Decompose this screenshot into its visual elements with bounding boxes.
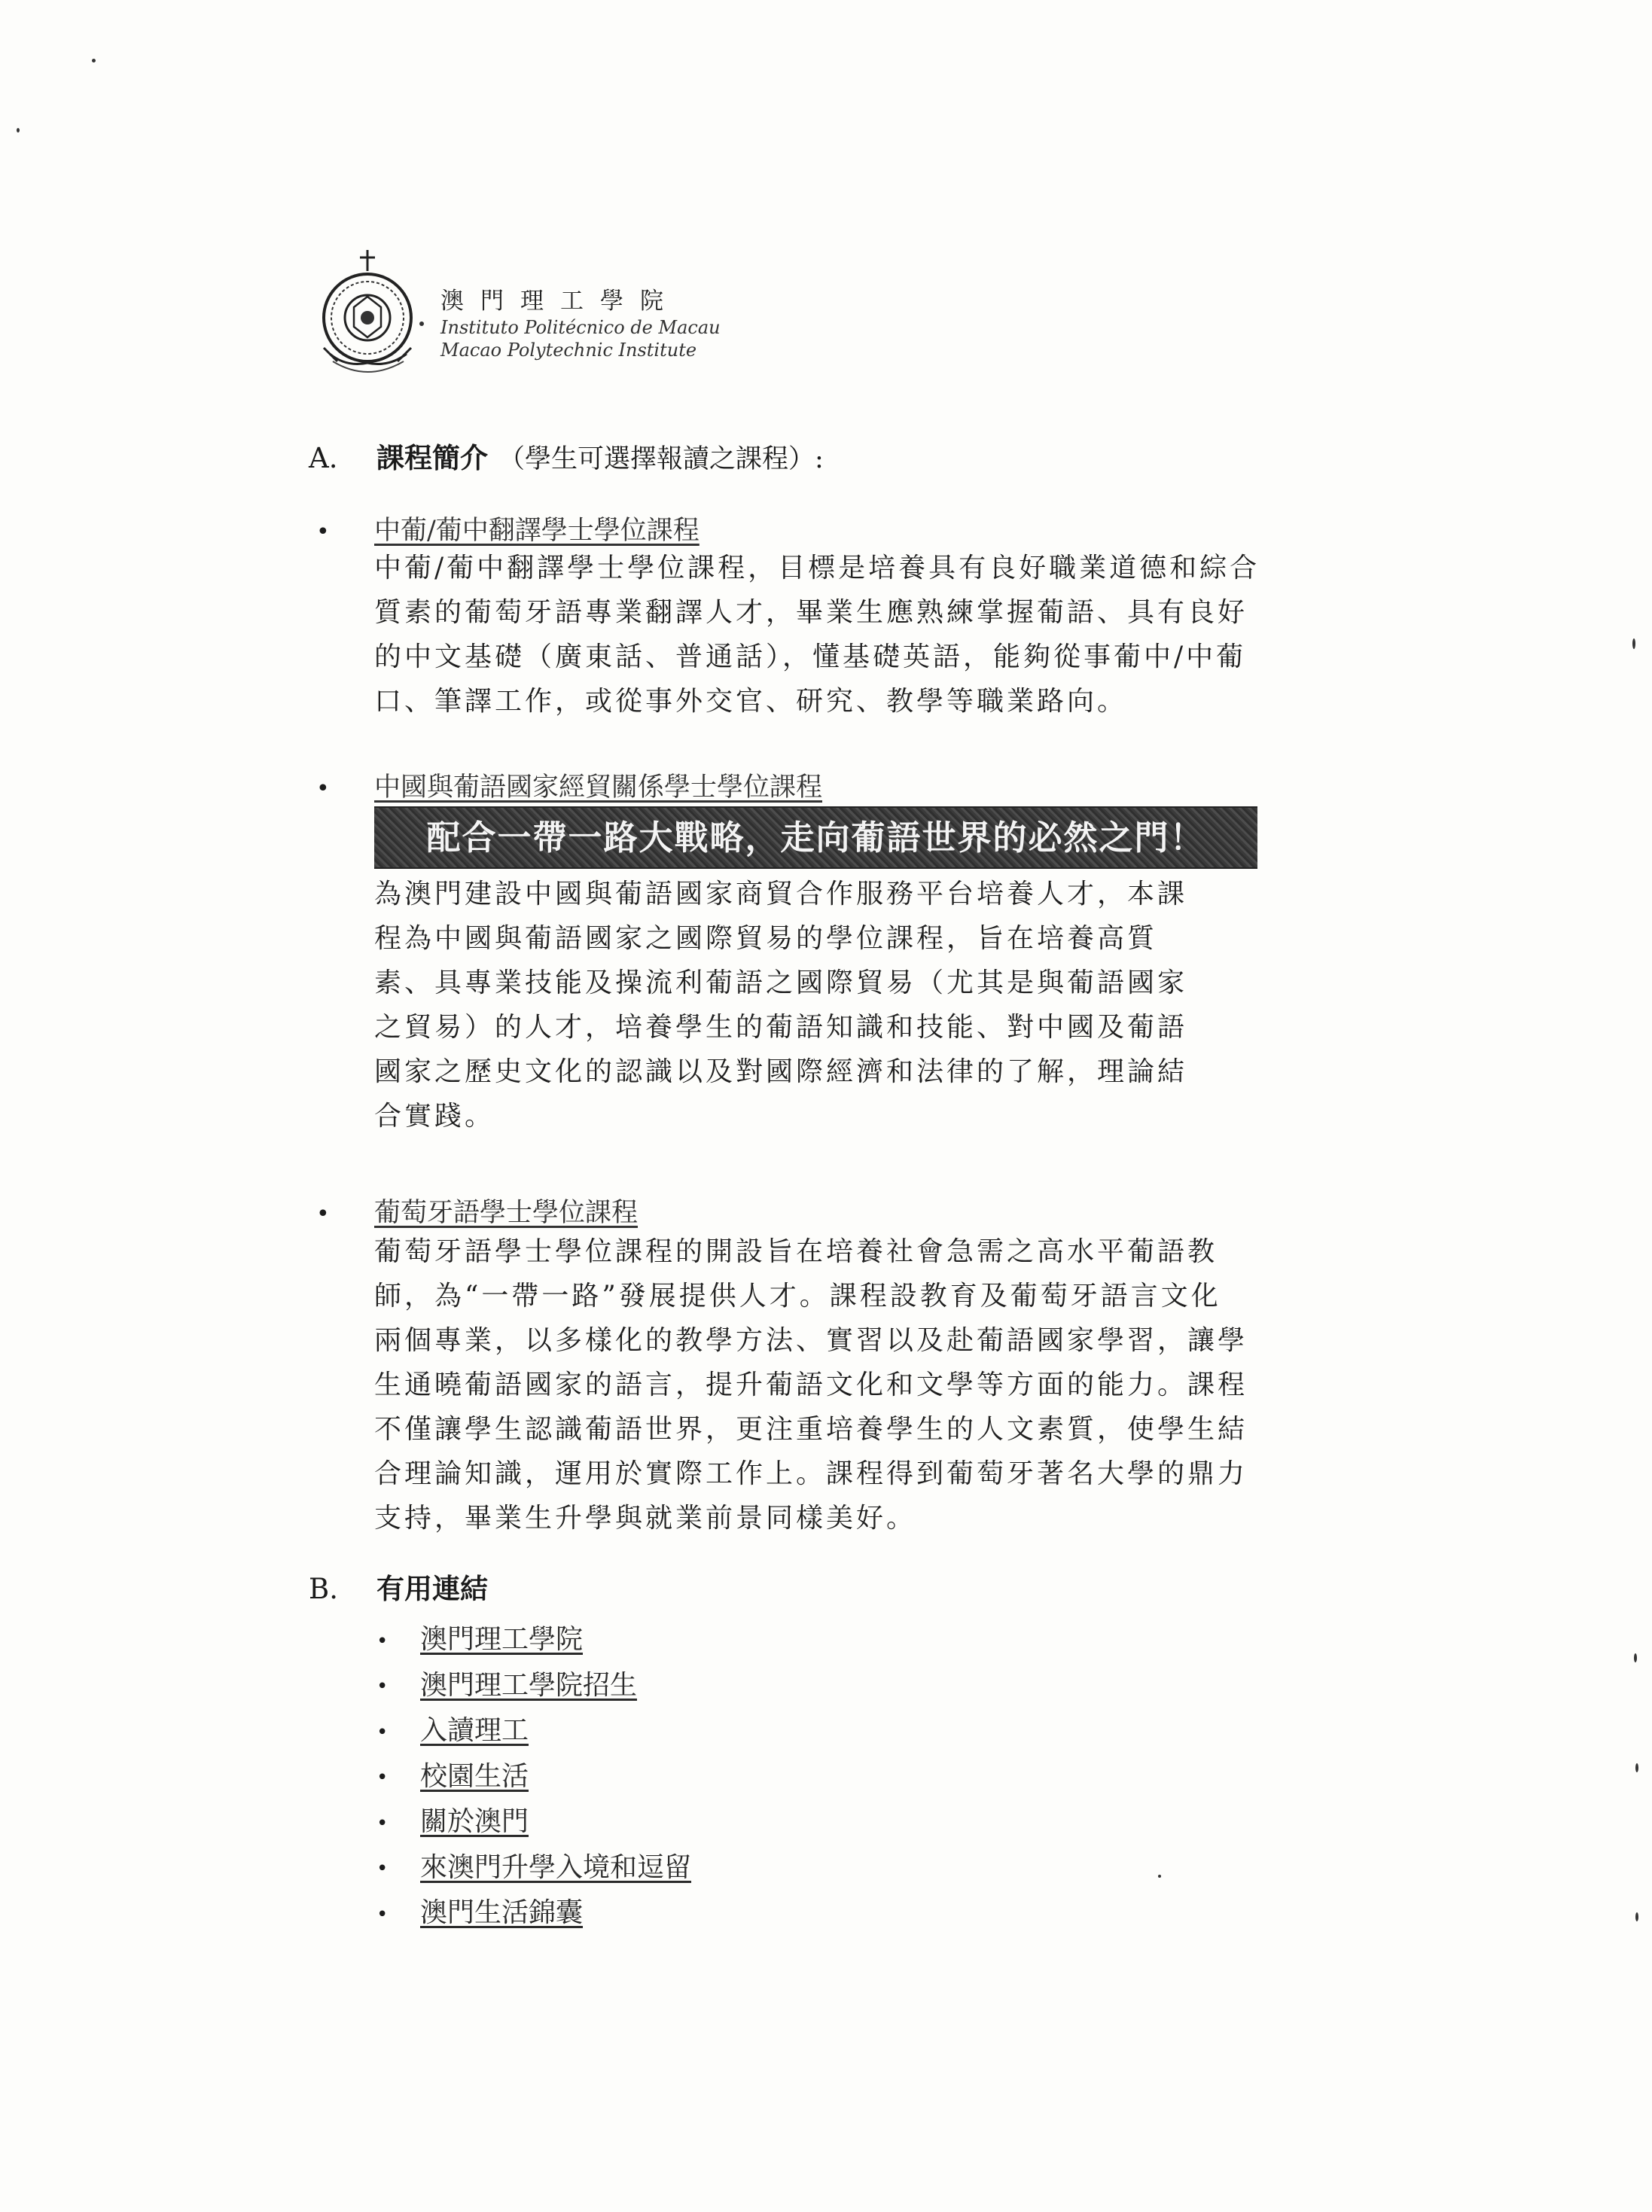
description-line: 合理論知識，運用於實際工作上。課程得到葡萄牙著名大學的鼎力 (374, 1458, 1248, 1489)
link-about-macao[interactable]: 關於澳門 (420, 1806, 529, 1837)
course-title[interactable]: 中國與葡語國家經貿關係學士學位課程 (374, 772, 823, 803)
course-title[interactable]: 葡萄牙語學士學位課程 (374, 1198, 639, 1228)
description-line: 素、具專業技能及操流利葡語之國際貿易（尤其是與葡語國家 (374, 967, 1188, 998)
scan-speck (1634, 1653, 1637, 1662)
institution-name-block (440, 286, 721, 361)
institution-name-zh: 澳門理工學院 (440, 288, 680, 315)
description-line: 生通曉葡語國家的語言，提升葡語文化和文學等方面的能力。課程 (374, 1370, 1248, 1400)
description-line: 國家之歷史文化的認識以及對國際經濟和法律的了解，理論結 (374, 1056, 1188, 1087)
section-a-heading (309, 435, 824, 476)
institute-emblem-icon (316, 248, 429, 384)
description-line: 之貿易）的人才，培養學生的葡語知識和技能、對中國及葡語 (374, 1012, 1188, 1043)
bullet-icon: • (376, 1857, 389, 1881)
description-line: 程為中國與葡語國家之國際貿易的學位課程，旨在培養高質 (374, 923, 1158, 954)
course-description (374, 546, 1413, 724)
link-entry-and-stay[interactable]: 來澳門升學入境和逗留 (420, 1851, 692, 1883)
link-item (376, 1845, 691, 1891)
bullet-icon: • (316, 775, 330, 802)
scan-speck (1635, 1763, 1638, 1772)
description-line: 支持，畢業生升學與就業前景同樣美好。 (374, 1503, 917, 1534)
description-line: 中葡/葡中翻譯學士學位課程，目標是培養具有良好職業道德和綜合 (374, 553, 1260, 583)
course-title[interactable]: 中葡/葡中翻譯學士學位課程 (374, 516, 700, 546)
description-line: 合實踐。 (374, 1101, 495, 1132)
link-item (376, 1891, 691, 1936)
description-line: 師，為“一帶一路”發展提供人才。課程設教育及葡萄牙語言文化 (374, 1281, 1221, 1312)
link-campus-life[interactable]: 校園生活 (420, 1760, 529, 1792)
description-line: 不僅讓學生認識葡語世界，更注重培養學生的人文素質，使學生結 (374, 1414, 1248, 1445)
bullet-icon: • (376, 1675, 389, 1699)
course-description (374, 872, 1413, 1138)
scan-speck (1158, 1875, 1161, 1878)
link-item (376, 1754, 691, 1800)
link-ipm[interactable]: 澳門理工學院 (420, 1624, 584, 1655)
section-a-note: （學生可選擇報讀之課程）: (498, 444, 824, 474)
scan-speck (1635, 1912, 1638, 1921)
bullet-icon: • (376, 1629, 389, 1653)
course-item (316, 1192, 1401, 1538)
course-item (316, 510, 1401, 736)
bullet-icon: • (316, 519, 330, 545)
section-a-letter: A. (309, 442, 338, 474)
bullet-icon: • (316, 1201, 330, 1227)
description-line: 口、筆譯工作，或從事外交官、研究、教學等職業路向。 (374, 686, 1128, 717)
bullet-icon: • (376, 1766, 389, 1790)
institution-name-pt: Instituto Politécnico de Macau (440, 317, 721, 338)
bullet-icon: • (376, 1811, 389, 1835)
useful-links-list (376, 1617, 691, 1936)
institution-name-en: Macao Polytechnic Institute (440, 340, 697, 361)
promo-banner: 配合一帶一路大戰略，走向葡語世界的必然之門！ (374, 806, 1257, 869)
link-study-at-ipm[interactable]: 入讀理工 (420, 1715, 529, 1746)
section-a-title: 課程簡介 (376, 441, 488, 474)
scan-speck (92, 59, 96, 62)
course-description (374, 1229, 1413, 1540)
course-item (316, 766, 1401, 1158)
description-line: 為澳門建設中國與葡語國家商貿合作服務平台培養人才，本課 (374, 879, 1188, 909)
description-line: 兩個專業，以多樣化的教學方法、實習以及赴葡語國家學習，讓學 (374, 1325, 1248, 1356)
description-line: 的中文基礎（廣東話、普通話），懂基礎英語，能夠從事葡中/中葡 (374, 641, 1247, 672)
link-item (376, 1663, 691, 1709)
section-b-letter: B. (309, 1573, 338, 1605)
section-b-heading (309, 1566, 488, 1607)
section-b-title: 有用連結 (376, 1572, 488, 1605)
link-item (376, 1708, 691, 1754)
description-line: 質素的葡萄牙語專業翻譯人才，畢業生應熟練掌握葡語、具有良好 (374, 597, 1248, 628)
description-line: 葡萄牙語學士學位課程的開設旨在培養社會急需之高水平葡語教 (374, 1236, 1218, 1267)
bullet-icon: • (376, 1720, 389, 1744)
link-item (376, 1799, 691, 1845)
link-item (376, 1617, 691, 1663)
link-ipm-admission[interactable]: 澳門理工學院招生 (420, 1669, 638, 1701)
scan-speck (17, 128, 20, 133)
institution-header (316, 248, 843, 384)
scan-speck (1632, 638, 1635, 649)
link-living-tips[interactable]: 澳門生活錦囊 (420, 1897, 584, 1928)
bullet-icon: • (376, 1903, 389, 1926)
